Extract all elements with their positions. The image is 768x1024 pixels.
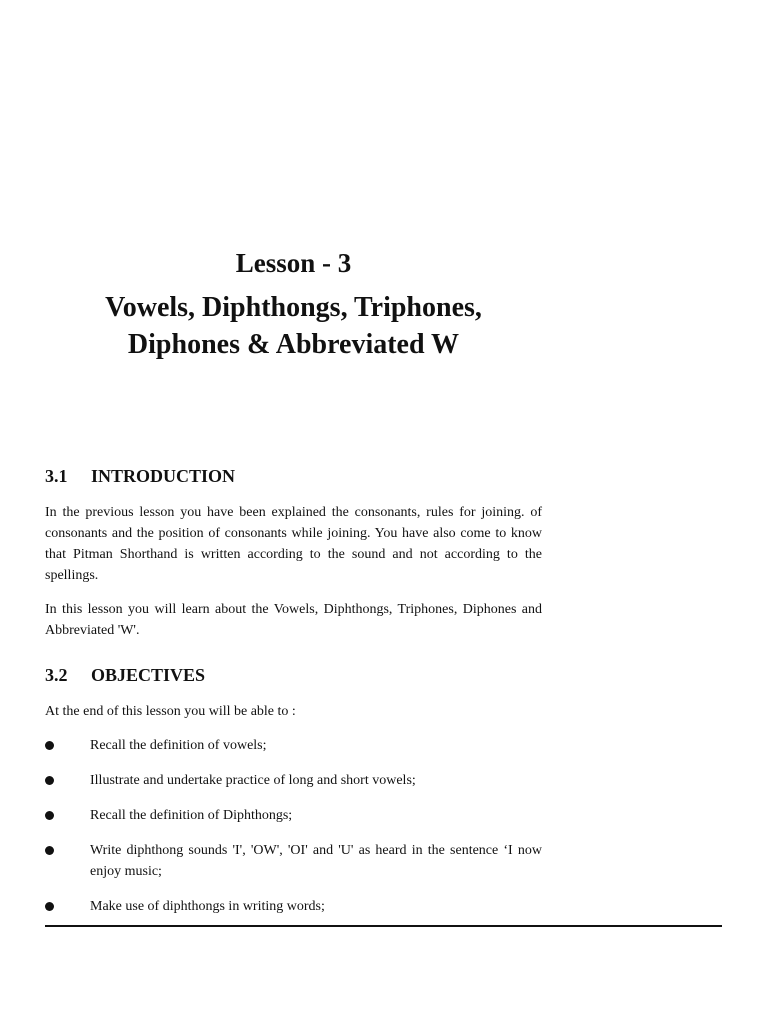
introduction-heading bbox=[45, 465, 235, 487]
page-divider bbox=[45, 925, 722, 927]
bullet-icon bbox=[45, 741, 54, 750]
list-item-text: Recall the definition of vowels; bbox=[90, 738, 267, 753]
section-title: OBJECTIVES bbox=[91, 665, 206, 685]
introduction-paragraph-1: In the previous lesson you have been explained the consonants, rules for joining. of consonants and the position of consonants while joining. You have also come to know that Pitman Shorthand is written according to the sound and not according to the spellings. bbox=[45, 505, 542, 583]
bullet-icon bbox=[45, 776, 54, 785]
section-number: 3.1 bbox=[45, 466, 68, 486]
list-item bbox=[45, 735, 542, 756]
list-item bbox=[45, 770, 542, 791]
list-item bbox=[45, 805, 542, 826]
list-item-text: Make use of diphthongs in writing words; bbox=[90, 899, 325, 914]
list-item-text: Illustrate and undertake practice of long and short vowels; bbox=[90, 773, 416, 788]
bullet-icon bbox=[45, 846, 54, 855]
introduction-paragraph-2: In this lesson you will learn about the Vowels, Diphthongs, Triphones, Diphones and Abbreviated 'W'. bbox=[45, 602, 542, 638]
objectives-list bbox=[45, 735, 542, 931]
objectives-heading bbox=[45, 664, 205, 686]
list-item bbox=[45, 896, 542, 917]
chapter-title-line-1: Vowels, Diphthongs, Triphones, bbox=[105, 292, 482, 323]
chapter-title-line-2: Diphones & Abbreviated W bbox=[127, 329, 460, 360]
list-item bbox=[45, 840, 542, 882]
list-item-text: Recall the definition of Diphthongs; bbox=[90, 808, 293, 823]
section-title: INTRODUCTION bbox=[91, 466, 236, 486]
bullet-icon bbox=[45, 811, 54, 820]
list-item-text: Write diphthong sounds 'I', 'OW', 'OI' and 'U' as heard in the sentence ‘I now enjoy music; bbox=[90, 843, 542, 879]
chapter-title bbox=[45, 289, 542, 363]
bullet-icon bbox=[45, 902, 54, 911]
lesson-title: Lesson - 3 bbox=[235, 248, 352, 278]
section-number: 3.2 bbox=[45, 665, 68, 685]
objectives-lead: At the end of this lesson you will be able to : bbox=[45, 704, 296, 719]
